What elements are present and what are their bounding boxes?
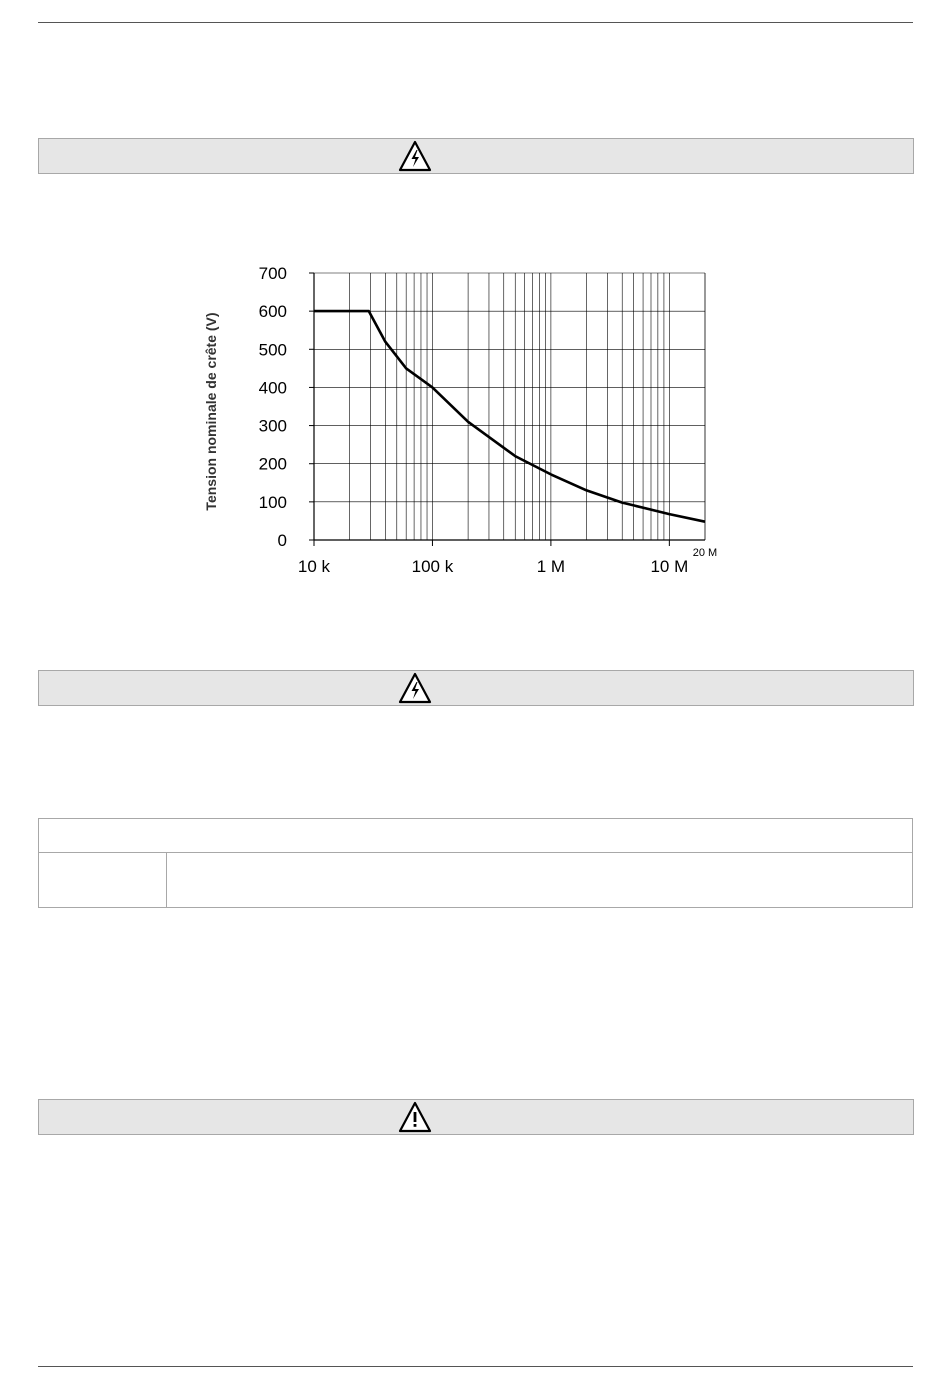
table-column-divider: [166, 852, 167, 907]
exclamation-warning-icon: [398, 1101, 432, 1133]
y-axis-title: Tension nominale de crête (V): [203, 312, 219, 511]
warning-bar-electric-2: [38, 670, 914, 706]
y-tick-label: 500: [258, 340, 287, 360]
footer-rule: [38, 1366, 913, 1367]
x-tick-label: 10 M: [650, 557, 689, 576]
x-tick-label: 100 k: [411, 557, 454, 576]
y-tick-label: 600: [258, 302, 287, 322]
chart-svg: [195, 255, 735, 595]
y-tick-label: 0: [277, 531, 287, 550]
info-table: [38, 818, 913, 908]
header-rule: [38, 22, 913, 23]
voltage-curve: [314, 311, 705, 522]
x-tick-label: 1 M: [536, 557, 566, 576]
y-tick-label: 300: [258, 416, 287, 436]
y-tick-label: 700: [258, 264, 287, 283]
y-tick-label: 200: [258, 454, 287, 474]
y-tick-label: 400: [258, 378, 287, 398]
x-tick-label: 10 k: [297, 557, 331, 576]
electric-hazard-icon: [398, 140, 432, 172]
warning-bar-general: [38, 1099, 914, 1135]
electric-hazard-icon: [398, 672, 432, 704]
warning-bar-electric: [38, 138, 914, 174]
table-row-divider: [39, 852, 912, 853]
x-end-label: 20 M: [692, 547, 718, 559]
y-tick-label: 100: [258, 492, 287, 512]
voltage-frequency-chart: [195, 255, 735, 595]
